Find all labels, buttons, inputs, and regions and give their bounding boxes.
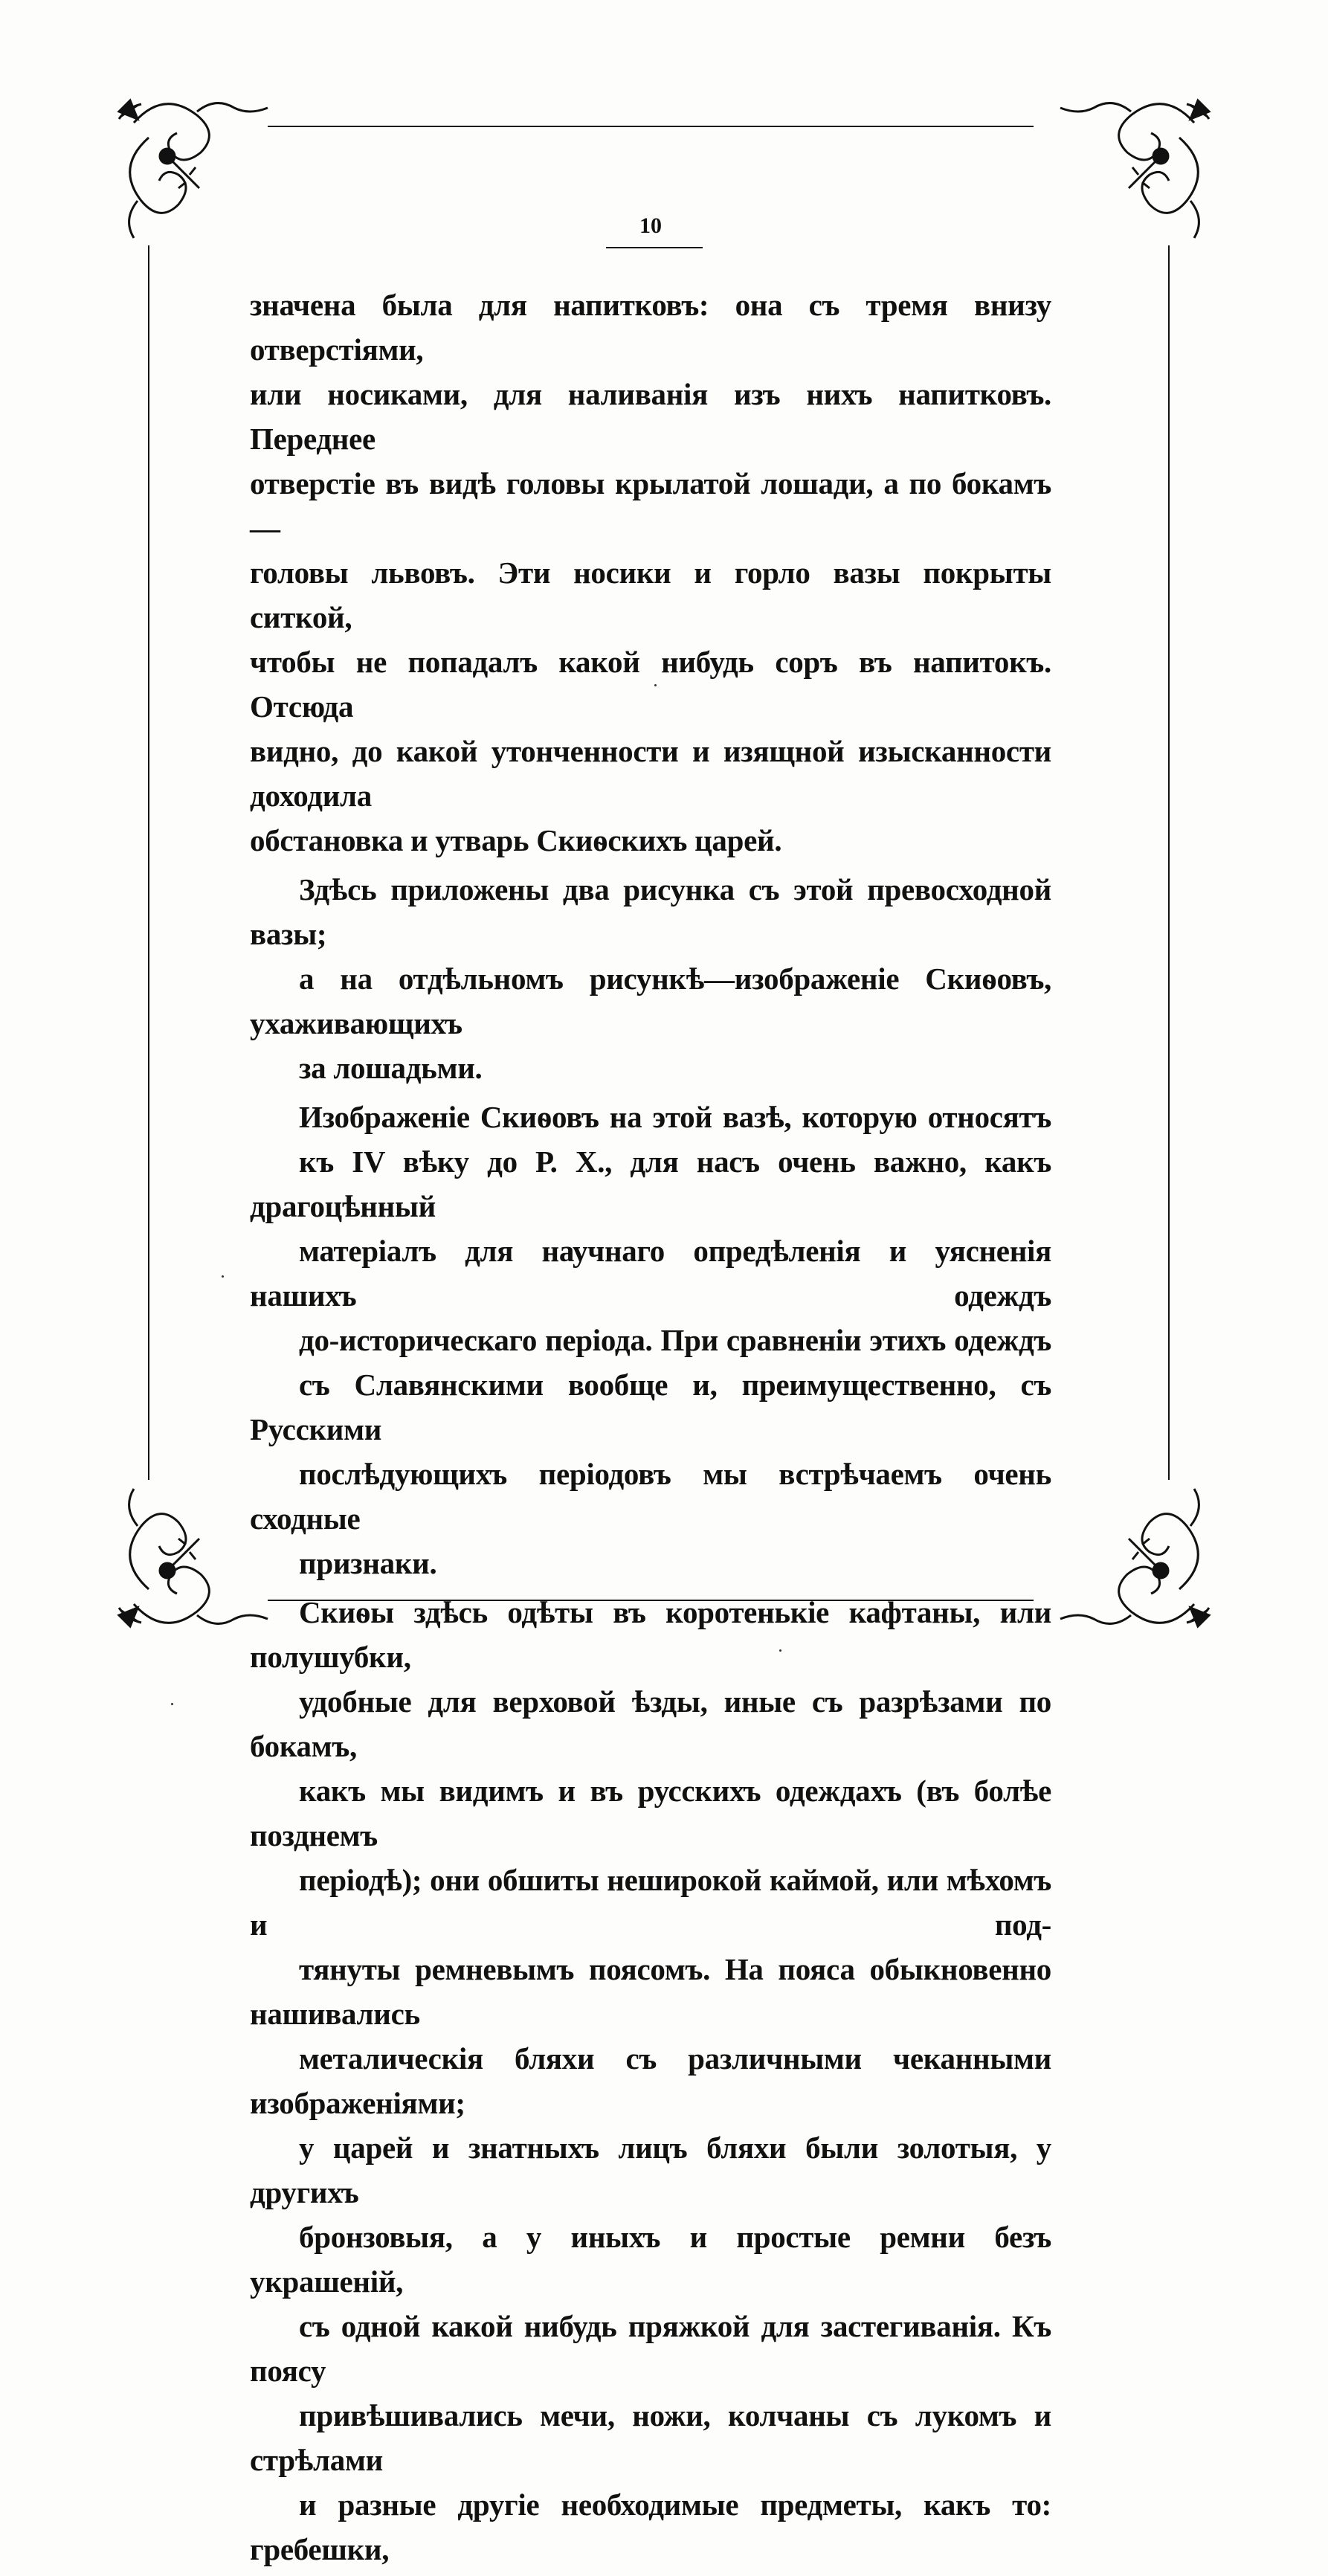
text-line: съ Славянскими вообще и, преимущественно, съ Русскими xyxy=(250,1368,1051,1446)
text-line: бронзовыя, а у иныхъ и простые ремни безъ украшеній, xyxy=(250,2220,1051,2299)
text-line: или носиками, для наливанія изъ нихъ напитковъ. Переднее xyxy=(250,377,1051,456)
text-line: отверстіе въ видѣ головы крылатой лошади, а по бокамъ — xyxy=(250,466,1051,545)
text-body xyxy=(250,283,1051,2576)
paragraph xyxy=(250,867,1051,1090)
text-line: видно, до какой утонченности и изящной изысканности доходила xyxy=(250,734,1051,813)
scan-speck xyxy=(171,1703,173,1705)
page-number: 10 xyxy=(639,213,662,238)
text-line: тянуты ремневымъ поясомъ. На пояса обыкновенно нашивались xyxy=(250,1952,1051,2031)
paragraph xyxy=(250,283,1051,863)
page-number-rule xyxy=(606,247,703,248)
text-line: къ IV вѣку до Р. Х., для насъ очень важно, какъ драгоцѣнный xyxy=(250,1144,1051,1223)
text-line: привѣшивались мечи, ножи, колчаны съ лукомъ и стрѣлами xyxy=(250,2398,1051,2477)
text-line: за лошадьми. xyxy=(299,1051,483,1085)
text-line: матеріалъ для научнаго опредѣленія и уясненія нашихъ одеждъ xyxy=(250,1234,1051,1313)
text-line: признаки. xyxy=(299,1546,437,1580)
corner-ornament-bottom-left xyxy=(119,1489,268,1626)
text-line: головы львовъ. Эти носики и горло вазы покрыты ситкой, xyxy=(250,556,1051,634)
text-line: послѣдующихъ періодовъ мы встрѣчаемъ очень сходные xyxy=(250,1457,1051,1536)
text-line: обстановка и утварь Скиѳскихъ царей. xyxy=(250,823,782,857)
scan-speck xyxy=(222,1275,224,1278)
corner-ornament-top-right xyxy=(1060,100,1209,238)
text-line: съ одной какой нибудь пряжкой для застегиванія. Къ поясу xyxy=(250,2309,1051,2388)
text-line: чтобы не попадалъ какой нибудь соръ въ напитокъ. Отсюда xyxy=(250,645,1051,724)
text-line: металическія бляхи съ различными чеканными изображеніями; xyxy=(250,2041,1051,2120)
text-line: и разные другіе необходимые предметы, какъ то: гребешки, xyxy=(250,2488,1051,2566)
text-line: Здѣсь приложены два рисунка съ этой превосходной вазы; xyxy=(250,872,1051,951)
text-line: до-историческаго періода. При сравненіи этихъ одеждъ xyxy=(299,1323,1051,1357)
text-line: значена была для напитковъ: она съ тремя внизу отверстіями, xyxy=(250,288,1051,367)
text-line: а на отдѣльномъ рисункѣ—изображеніе Скиѳовъ, ухаживающихъ xyxy=(250,962,1051,1040)
corner-ornament-bottom-right xyxy=(1060,1489,1209,1626)
text-line: у царей и знатныхъ лицъ бляхи были золотыя, у другихъ xyxy=(250,2131,1051,2209)
corner-ornament-top-left xyxy=(119,100,268,238)
paragraph xyxy=(250,1590,1051,2572)
text-line: какъ мы видимъ и въ русскихъ одеждахъ (въ болѣе позднемъ xyxy=(250,1774,1051,1852)
paragraph xyxy=(250,1095,1051,1585)
text-line: Скиѳы здѣсь одѣты въ коротенькіе кафтаны, или полушубки, xyxy=(250,1595,1051,1674)
text-line: періодѣ); они обшиты неширокой каймой, или мѣхомъ и под- xyxy=(250,1863,1051,1942)
text-line: Изображеніе Скиѳовъ на этой вазѣ, которую относятъ xyxy=(299,1100,1051,1134)
text-line: удобные для верховой ѣзды, иные съ разрѣзами по бокамъ, xyxy=(250,1684,1051,1763)
